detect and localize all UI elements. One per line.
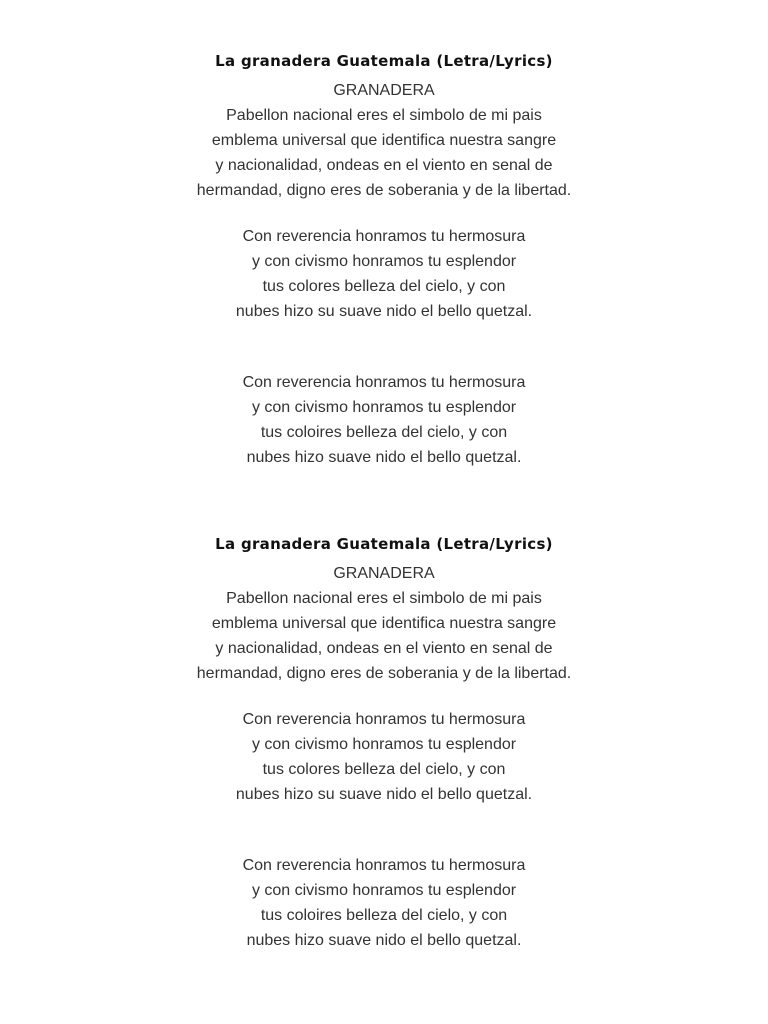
lyric-line: Con reverencia honramos tu hermosura xyxy=(242,374,526,391)
lyric-line: tus colores belleza del cielo, y con xyxy=(262,761,506,778)
lyric-line: y con civismo honramos tu esplendor xyxy=(251,399,517,416)
stanza-1 xyxy=(0,586,768,686)
lyric-line: Pabellon nacional eres el simbolo de mi pais xyxy=(226,107,542,124)
stanza-3 xyxy=(0,370,768,470)
lyric-line: y con civismo honramos tu esplendor xyxy=(251,736,517,753)
lyric-line: nubes hizo su suave nido el bello quetzal. xyxy=(235,303,533,320)
lyric-line: hermandad, digno eres de soberania y de la libertad. xyxy=(196,182,572,199)
lyric-line: emblema universal que identifica nuestra sangre xyxy=(211,615,557,632)
lyric-line: Con reverencia honramos tu hermosura xyxy=(242,857,526,874)
lyrics-title: La granadera Guatemala (Letra/Lyrics) xyxy=(215,52,553,70)
lyric-line: hermandad, digno eres de soberania y de la libertad. xyxy=(196,665,572,682)
lyric-line: tus coloires belleza del cielo, y con xyxy=(260,424,508,441)
lyrics-copy-1 xyxy=(0,50,768,470)
lyrics-title: La granadera Guatemala (Letra/Lyrics) xyxy=(215,535,553,553)
lyric-line: nubes hizo suave nido el bello quetzal. xyxy=(246,449,522,466)
lyric-line: Con reverencia honramos tu hermosura xyxy=(242,228,526,245)
lyric-line: Pabellon nacional eres el simbolo de mi pais xyxy=(226,590,542,607)
stanza-2 xyxy=(0,707,768,807)
lyric-line: nubes hizo suave nido el bello quetzal. xyxy=(246,932,522,949)
lyric-line: y con civismo honramos tu esplendor xyxy=(251,882,517,899)
lyrics-copy-2 xyxy=(0,533,768,953)
stanza-2 xyxy=(0,224,768,324)
lyric-line: y nacionalidad, ondeas en el viento en senal de xyxy=(215,640,553,657)
lyric-line: tus coloires belleza del cielo, y con xyxy=(260,907,508,924)
lyric-line: y nacionalidad, ondeas en el viento en senal de xyxy=(215,157,553,174)
lyric-line: nubes hizo su suave nido el bello quetzal. xyxy=(235,786,533,803)
stanza-1 xyxy=(0,103,768,203)
stanza-3 xyxy=(0,853,768,953)
lyric-line: y con civismo honramos tu esplendor xyxy=(251,253,517,270)
lyric-line: tus colores belleza del cielo, y con xyxy=(262,278,506,295)
song-name: GRANADERA xyxy=(333,565,435,582)
song-name: GRANADERA xyxy=(333,82,435,99)
lyric-line: Con reverencia honramos tu hermosura xyxy=(242,711,526,728)
lyric-line: emblema universal que identifica nuestra sangre xyxy=(211,132,557,149)
